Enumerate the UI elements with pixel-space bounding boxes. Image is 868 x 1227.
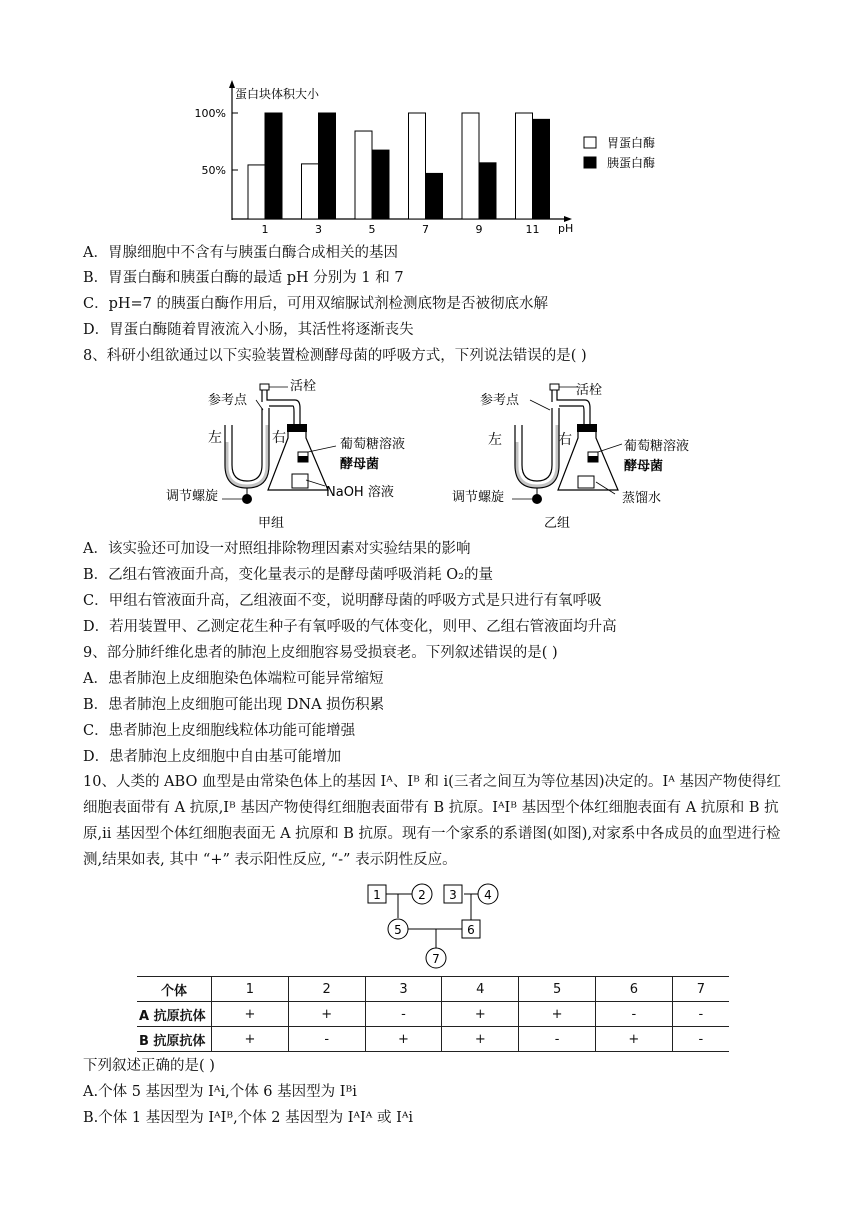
- jia-knob-label: 调节螺旋: [166, 489, 219, 504]
- table-header-cell: 2: [288, 977, 365, 1002]
- jia-caption: 甲组: [258, 516, 285, 531]
- q8-option-d: D．若用装置甲、乙测定花生种子有氧呼吸的气体变化，则甲、乙组右管液面均升高: [83, 619, 617, 635]
- jia-yeast-label: 酵母菌: [340, 457, 380, 472]
- table-cell: -: [672, 1002, 729, 1027]
- q8-option-a: A．该实验还可加设一对照组排除物理因素对实验结果的影响: [83, 541, 471, 557]
- legend-swatch-trypsin: [584, 157, 596, 168]
- jia-ref-label: 参考点: [208, 393, 248, 408]
- bar-pepsin-ph-7: [409, 113, 426, 219]
- table-cell: -: [595, 1002, 672, 1027]
- bar-pepsin-ph-3: [302, 164, 319, 219]
- x-tick-label: 7: [422, 223, 429, 236]
- pedigree-label-4: 4: [484, 888, 492, 902]
- q9-option-d: D．患者肺泡上皮细胞中自由基可能增加: [83, 749, 342, 765]
- bar-trypsin-ph-7: [426, 173, 443, 219]
- pedigree-label-3: 3: [449, 888, 457, 902]
- table-cell: +: [365, 1027, 442, 1052]
- table-row: [137, 1002, 729, 1027]
- q9-option-b: B．患者肺泡上皮细胞可能出现 DNA 损伤积累: [83, 697, 385, 713]
- legend-swatch-pepsin: [584, 137, 596, 148]
- table-header-row: [137, 977, 729, 1002]
- bar-trypsin-ph-5: [372, 150, 389, 219]
- y-axis-arrow: [229, 80, 235, 88]
- pedigree-label-6: 6: [467, 923, 475, 937]
- x-tick-label: 3: [315, 223, 322, 236]
- q7-option-d: D．胃蛋白酶随着胃液流入小肠，其活性将逐渐丧失: [83, 322, 414, 338]
- table-header-cell: 3: [365, 977, 442, 1002]
- jia-plug-label: 活栓: [290, 379, 317, 394]
- apparatus-yi: [450, 370, 720, 535]
- table-cell: +: [442, 1027, 519, 1052]
- legend-label-trypsin: 胰蛋白酶: [607, 156, 656, 170]
- x-tick-label: 11: [525, 223, 540, 236]
- table-header-cell: 个体: [137, 977, 212, 1002]
- table-header-cell: 5: [519, 977, 596, 1002]
- x-axis-label: pH: [558, 222, 574, 235]
- bar-trypsin-ph-9: [479, 163, 496, 219]
- q7-option-b: B．胃蛋白酶和胰蛋白酶的最适 pH 分别为 1 和 7: [83, 270, 404, 286]
- bar-pepsin-ph-1: [248, 165, 265, 219]
- y-axis-label: 蛋白块体积大小: [235, 87, 320, 101]
- q8-option-b: B．乙组右管液面升高，变化量表示的是酵母菌呼吸消耗 O₂的量: [83, 567, 493, 583]
- table-cell: +: [519, 1002, 596, 1027]
- table-cell: -: [519, 1027, 596, 1052]
- pedigree-label-5: 5: [394, 923, 402, 937]
- yi-yeast-label: 酵母菌: [624, 459, 664, 474]
- q10-stem: 10、人类的 ABO 血型是由常染色体上的基因 Iᴬ、Iᴮ 和 i(三者之间互为等位基因)决定的。Iᴬ 基因产物使得红细胞表面带有 A 抗原,Iᴮ 基因产物使得红细胞表面带有 B 抗原。IᴬIᴮ 基因型个体红细胞表面有 A 抗原和 B 抗原,ii 基因型个体红细胞表面无 A 抗原和 B 抗原。现有一个家系的系谱图(如图),对家系中各成员的血型进行检测,结果如表, 其中 “+” 表示阳性反应, “-” 表示阴性反应。: [83, 774, 781, 868]
- q8-stem: 8、科研小组欲通过以下实验装置检测酵母菌的呼吸方式，下列说法错误的是( ): [83, 348, 587, 364]
- x-tick-label: 5: [368, 223, 376, 236]
- table-cell: +: [212, 1002, 289, 1027]
- blood-test-table: [137, 976, 729, 1052]
- yi-liquid-label: 蒸馏水: [622, 491, 662, 506]
- bar-trypsin-ph-3: [319, 113, 336, 219]
- table-header-cell: 4: [442, 977, 519, 1002]
- yi-left-label: 左: [488, 432, 502, 448]
- bar-pepsin-ph-11: [516, 113, 533, 219]
- yi-right-label: 右: [558, 432, 572, 448]
- table-cell: +: [442, 1002, 519, 1027]
- jia-left-label: 左: [208, 430, 222, 446]
- table-row-label: A 抗原抗体: [137, 1002, 212, 1027]
- jia-liquid-label: NaOH 溶液: [326, 485, 394, 500]
- protein-bar-chart: [0, 0, 868, 245]
- table-cell: +: [288, 1002, 365, 1027]
- yi-ref-label: 参考点: [480, 393, 520, 408]
- yi-knob-label: 调节螺旋: [452, 490, 505, 505]
- legend-label-pepsin: 胃蛋白酶: [607, 136, 656, 150]
- y-tick-label-50: 50%: [201, 164, 226, 177]
- x-tick-label: 1: [261, 223, 269, 236]
- q9-stem: 9、部分肺纤维化患者的肺泡上皮细胞容易受损衰老。下列叙述错误的是( ): [83, 645, 558, 661]
- bar-trypsin-ph-1: [265, 113, 282, 219]
- bar-pepsin-ph-5: [355, 131, 372, 219]
- apparatus-jia: [160, 370, 430, 535]
- table-cell: +: [212, 1027, 289, 1052]
- yi-solution-label: 葡萄糖溶液: [624, 439, 690, 454]
- q9-option-a: A．患者肺泡上皮细胞染色体端粒可能异常缩短: [83, 671, 384, 687]
- jia-solution-label: 葡萄糖溶液: [340, 437, 406, 452]
- table-cell: -: [365, 1002, 442, 1027]
- q7-option-c: C．pH=7 的胰蛋白酶作用后，可用双缩脲试剂检测底物是否被彻底水解: [83, 296, 549, 312]
- q8-option-c: C．甲组右管液面升高，乙组液面不变，说明酵母菌的呼吸方式是只进行有氧呼吸: [83, 593, 602, 609]
- table-header-cell: 7: [672, 977, 729, 1002]
- pedigree-label-1: 1: [373, 888, 381, 902]
- yi-plug-label: 活栓: [576, 383, 603, 398]
- table-row: [137, 1027, 729, 1052]
- jia-right-label: 右: [272, 430, 286, 446]
- table-header-cell: 6: [595, 977, 672, 1002]
- table-cell: -: [672, 1027, 729, 1052]
- q7-option-a: A．胃腺细胞中不含有与胰蛋白酶合成相关的基因: [83, 245, 398, 261]
- x-tick-label: 9: [475, 223, 483, 236]
- table-row-label: B 抗原抗体: [137, 1027, 212, 1052]
- q10-option-b: B.个体 1 基因型为 IᴬIᴮ,个体 2 基因型为 IᴬIᴬ 或 Iᴬi: [83, 1110, 414, 1126]
- table-header-cell: 1: [212, 977, 289, 1002]
- pedigree-label-2: 2: [418, 888, 426, 902]
- bar-pepsin-ph-9: [462, 113, 479, 219]
- pedigree-chart: [360, 878, 520, 976]
- y-tick-label-100: 100%: [194, 107, 226, 120]
- q10-question: 下列叙述正确的是( ): [83, 1058, 215, 1074]
- q9-option-c: C．患者肺泡上皮细胞线粒体功能可能增强: [83, 723, 356, 739]
- q10-option-a: A.个体 5 基因型为 Iᴬi,个体 6 基因型为 Iᴮi: [83, 1084, 357, 1100]
- table-cell: -: [288, 1027, 365, 1052]
- yi-caption: 乙组: [544, 516, 571, 531]
- table-cell: +: [595, 1027, 672, 1052]
- pedigree-label-7: 7: [432, 952, 440, 966]
- bar-trypsin-ph-11: [533, 119, 550, 219]
